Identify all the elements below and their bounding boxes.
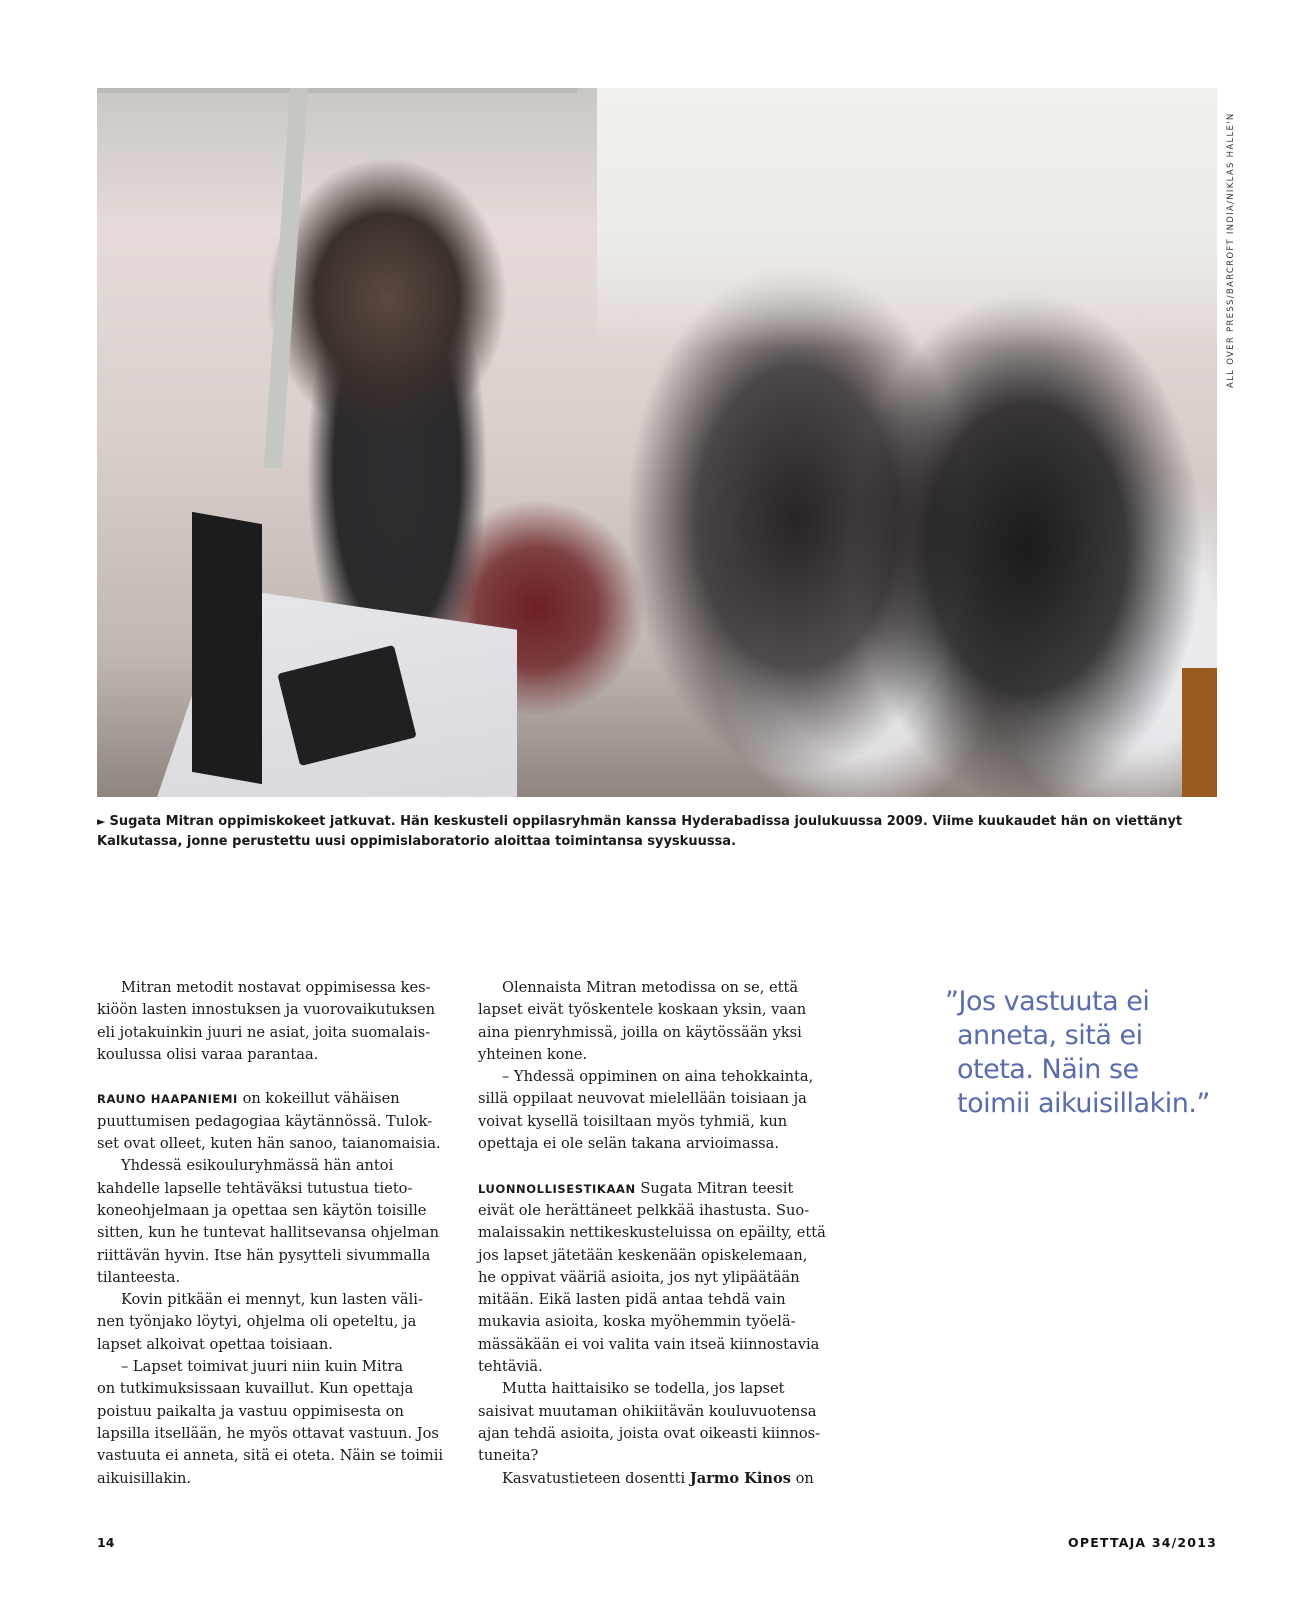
section-lead-in: RAUNO HAAPANIEMI	[97, 1092, 238, 1107]
text-line: kiöön lasten innostuksen ja vuorovaikutuksen	[97, 1001, 436, 1019]
paragraph	[478, 1378, 834, 1467]
text-line: mässäkään ei voi valita vain itseä kiinnostavia	[478, 1335, 820, 1353]
paragraph	[478, 1066, 834, 1155]
photo-window-pillar	[264, 88, 309, 468]
text-line: tehtäviä.	[478, 1358, 543, 1376]
text-line: tuneita?	[478, 1447, 539, 1465]
text-line: on tutkimuksissaan kuvaillut. Kun opettaja	[97, 1380, 414, 1398]
photo-door	[1182, 668, 1217, 797]
text-line: puuttumisen pedagogiaa käytännössä. Tulok-	[97, 1112, 433, 1130]
text-line: vastuuta ei anneta, sitä ei oteta. Näin se toimii	[97, 1447, 444, 1465]
text-line: voivat kysellä toisiltaan myös tyhmiä, kun	[478, 1112, 788, 1130]
text-line: Mitran metodit nostavat oppimisessa kes-	[121, 979, 431, 996]
pull-quote-line: ”Jos vastuuta ei	[945, 986, 1150, 1017]
text-line: lapset alkoivat opettaa toisiaan.	[97, 1335, 333, 1353]
text-line: koneohjelmaan ja opettaa sen käytön toisille	[97, 1201, 427, 1219]
caption-line-2: Kalkutassa, jonne perustettu uusi oppimislaboratorio aloittaa toimintansa syyskuussa.	[97, 834, 737, 849]
section-lead-in: LUONNOLLISESTIKAAN	[478, 1181, 636, 1196]
article-photo	[97, 88, 1217, 797]
text-line: – Lapset toimivat juuri niin kuin Mitra	[121, 1358, 404, 1376]
text-line: jos lapset jätetään keskenään opiskelemaan,	[478, 1246, 808, 1264]
paragraph	[97, 1289, 454, 1356]
person-name: Jarmo Kinos	[689, 1469, 791, 1487]
caption-line-1: Sugata Mitran oppimiskokeet jatkuvat. Hän keskusteli oppilasryhmän kanssa Hyderabadissa joulukuussa 2009. Viime kuukaudet hän on viettänyt	[109, 814, 1183, 829]
pull-quote-line: oteta. Näin se	[957, 1054, 1139, 1085]
text-line: Sugata Mitran teesit	[635, 1179, 794, 1197]
text-line: eli jotakuinkin juuri ne asiat, joita suomalais-	[97, 1023, 431, 1041]
photo-window-frame	[97, 88, 577, 93]
text-line: sillä oppilaat neuvovat mielellään toisiaan ja	[478, 1090, 807, 1108]
text-line: Yhdessä esikouluryhmässä hän antoi	[121, 1157, 394, 1175]
text-line: ajan tehdä asioita, joista ovat oikeasti kiinnos-	[478, 1424, 821, 1442]
text-line: mukavia asioita, koska myöhemmin työelä-	[478, 1313, 796, 1331]
text-line: poistuu paikalta ja vastuu oppimisesta on	[97, 1402, 404, 1420]
photo-monitor	[192, 512, 262, 784]
photo-credit: ALL OVER PRESS/BARCROFT INDIA/NIKLAS HALLE'N	[1226, 112, 1236, 388]
text-line: Kovin pitkään ei mennyt, kun lasten väli-	[121, 1291, 423, 1309]
text-fragment: on	[790, 1469, 814, 1487]
text-line: tilanteesta.	[97, 1268, 181, 1286]
text-line: saisivat muutaman ohikiitävän kouluvuotensa	[478, 1402, 817, 1420]
text-line: koulussa olisi varaa parantaa.	[97, 1045, 319, 1063]
paragraph	[478, 977, 834, 1066]
text-line: – Yhdessä oppiminen on aina tehokkainta,	[502, 1068, 814, 1086]
text-line: sitten, kun he tuntevat hallitsevansa ohjelman	[97, 1224, 439, 1242]
pull-quote-line: toimii aikuisillakin.”	[957, 1088, 1210, 1119]
paragraph	[97, 977, 454, 1066]
photo-wall	[597, 88, 1217, 348]
article-column-1	[97, 977, 454, 1490]
publication-issue: OPETTAJA 34/2013	[1068, 1535, 1217, 1550]
pull-quote	[945, 985, 1225, 1121]
text-line: Mutta haittaisiko se todella, jos lapset	[502, 1380, 785, 1398]
paragraph	[97, 1088, 454, 1155]
pull-quote-line: anneta, sitä ei	[957, 1020, 1143, 1051]
paragraph	[478, 1468, 834, 1490]
text-line: on kokeillut vähäisen	[237, 1090, 400, 1108]
paragraph	[478, 1178, 834, 1379]
caption-arrow-icon: ►	[97, 815, 106, 828]
text-line: aikuisillakin.	[97, 1469, 192, 1487]
text-line: malaissakin nettikeskusteluissa on epäilty, että	[478, 1224, 826, 1242]
text-line: nen työnjako löytyi, ohjelma oli opeteltu, ja	[97, 1313, 417, 1331]
article-column-2	[478, 977, 834, 1490]
paragraph	[97, 1155, 454, 1289]
text-line: lapset eivät työskentele koskaan yksin, vaan	[478, 1001, 807, 1019]
photo-caption	[97, 812, 1217, 852]
text-line: mitään. Eikä lasten pidä antaa tehdä vain	[478, 1291, 786, 1309]
text-line: opettaja ei ole selän takana arvioimassa.	[478, 1135, 780, 1153]
text-line: riittävän hyvin. Itse hän pysytteli sivummalla	[97, 1246, 431, 1264]
paragraph	[97, 1356, 454, 1490]
text-line: kahdelle lapselle tehtäväksi tutustua tieto-	[97, 1179, 413, 1197]
page-number: 14	[97, 1535, 115, 1550]
text-line: he oppivat vääriä asioita, jos nyt ylipäätään	[478, 1268, 800, 1286]
text-fragment: Kasvatustieteen dosentti	[502, 1469, 690, 1487]
text-line: lapsilla itsellään, he myös ottavat vastuun. Jos	[97, 1424, 439, 1442]
text-line: eivät ole herättäneet pelkkää ihastusta. Suo-	[478, 1201, 810, 1219]
text-line: aina pienryhmissä, joilla on käytössään yksi	[478, 1023, 802, 1041]
text-line: Olennaista Mitran metodissa on se, että	[502, 979, 799, 996]
text-line: yhteinen kone.	[478, 1045, 588, 1063]
text-line: set ovat olleet, kuten hän sanoo, taianomaisia.	[97, 1135, 441, 1153]
